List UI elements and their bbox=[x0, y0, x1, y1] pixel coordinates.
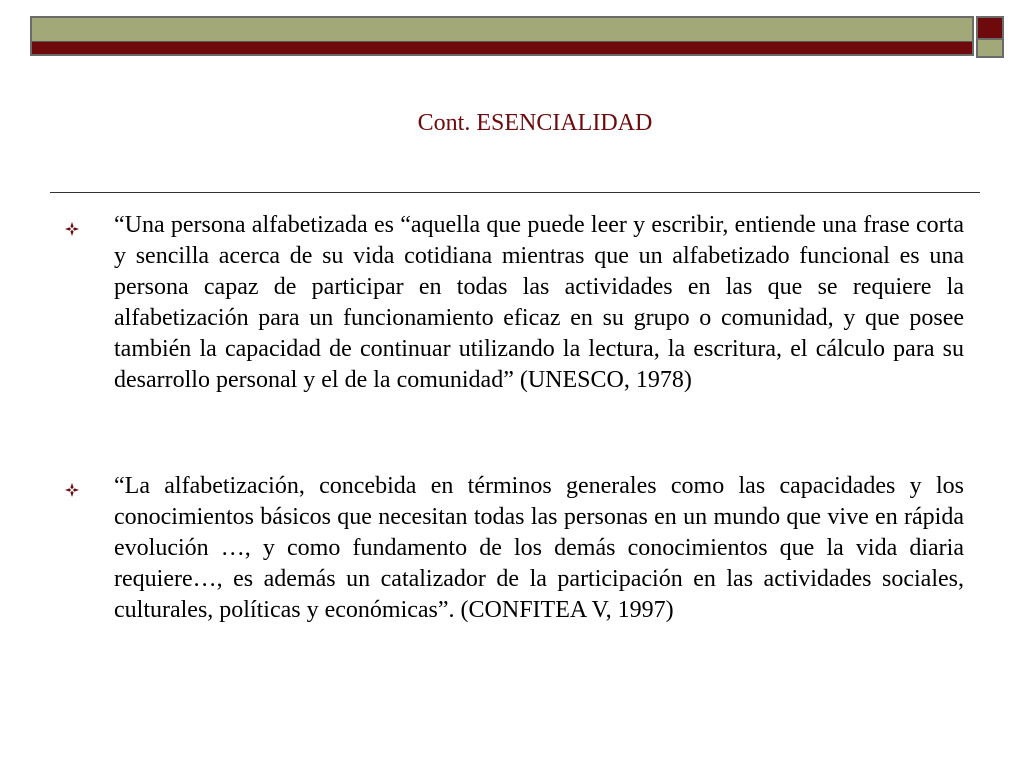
diamond-bullet-icon bbox=[64, 221, 80, 237]
diamond-bullet-icon bbox=[64, 482, 80, 498]
corner-red-block bbox=[976, 16, 1004, 40]
corner-olive-block bbox=[976, 40, 1004, 58]
header-red-stripe bbox=[32, 42, 972, 54]
bullet-text-confitea: “La alfabetización, concebida en términos generales como las capacidades y los conocimientos básicos que necesitan todas las personas en un mundo que vive en rápida evolución …, y como fundamento de los demás conocimientos que la vida diaria requiere…, es además un catalizador de la participación en las actividades sociales, culturales, políticas y económicas”. (CONFITEA V, 1997) bbox=[114, 473, 964, 623]
bullet-text-unesco: “Una persona alfabetizada es “aquella que puede leer y escribir, entiende una frase corta y sencilla acerca de su vida cotidiana mientras que un alfabetizado funcional es una persona capaz de participar en todas las actividades en las que se requiere la alfabetización para un funcionamiento eficaz en su grupo o comunidad, y que posee también la capacidad de continuar utilizando la lectura, la escritura, el cálculo para su desarrollo personal y el de la comunidad” (UNESCO, 1978) bbox=[114, 212, 964, 393]
title-divider bbox=[50, 192, 980, 193]
header-decoration-bar bbox=[30, 16, 974, 56]
header-olive-stripe bbox=[32, 18, 972, 42]
slide-title: Cont. ESENCIALIDAD bbox=[417, 110, 653, 136]
